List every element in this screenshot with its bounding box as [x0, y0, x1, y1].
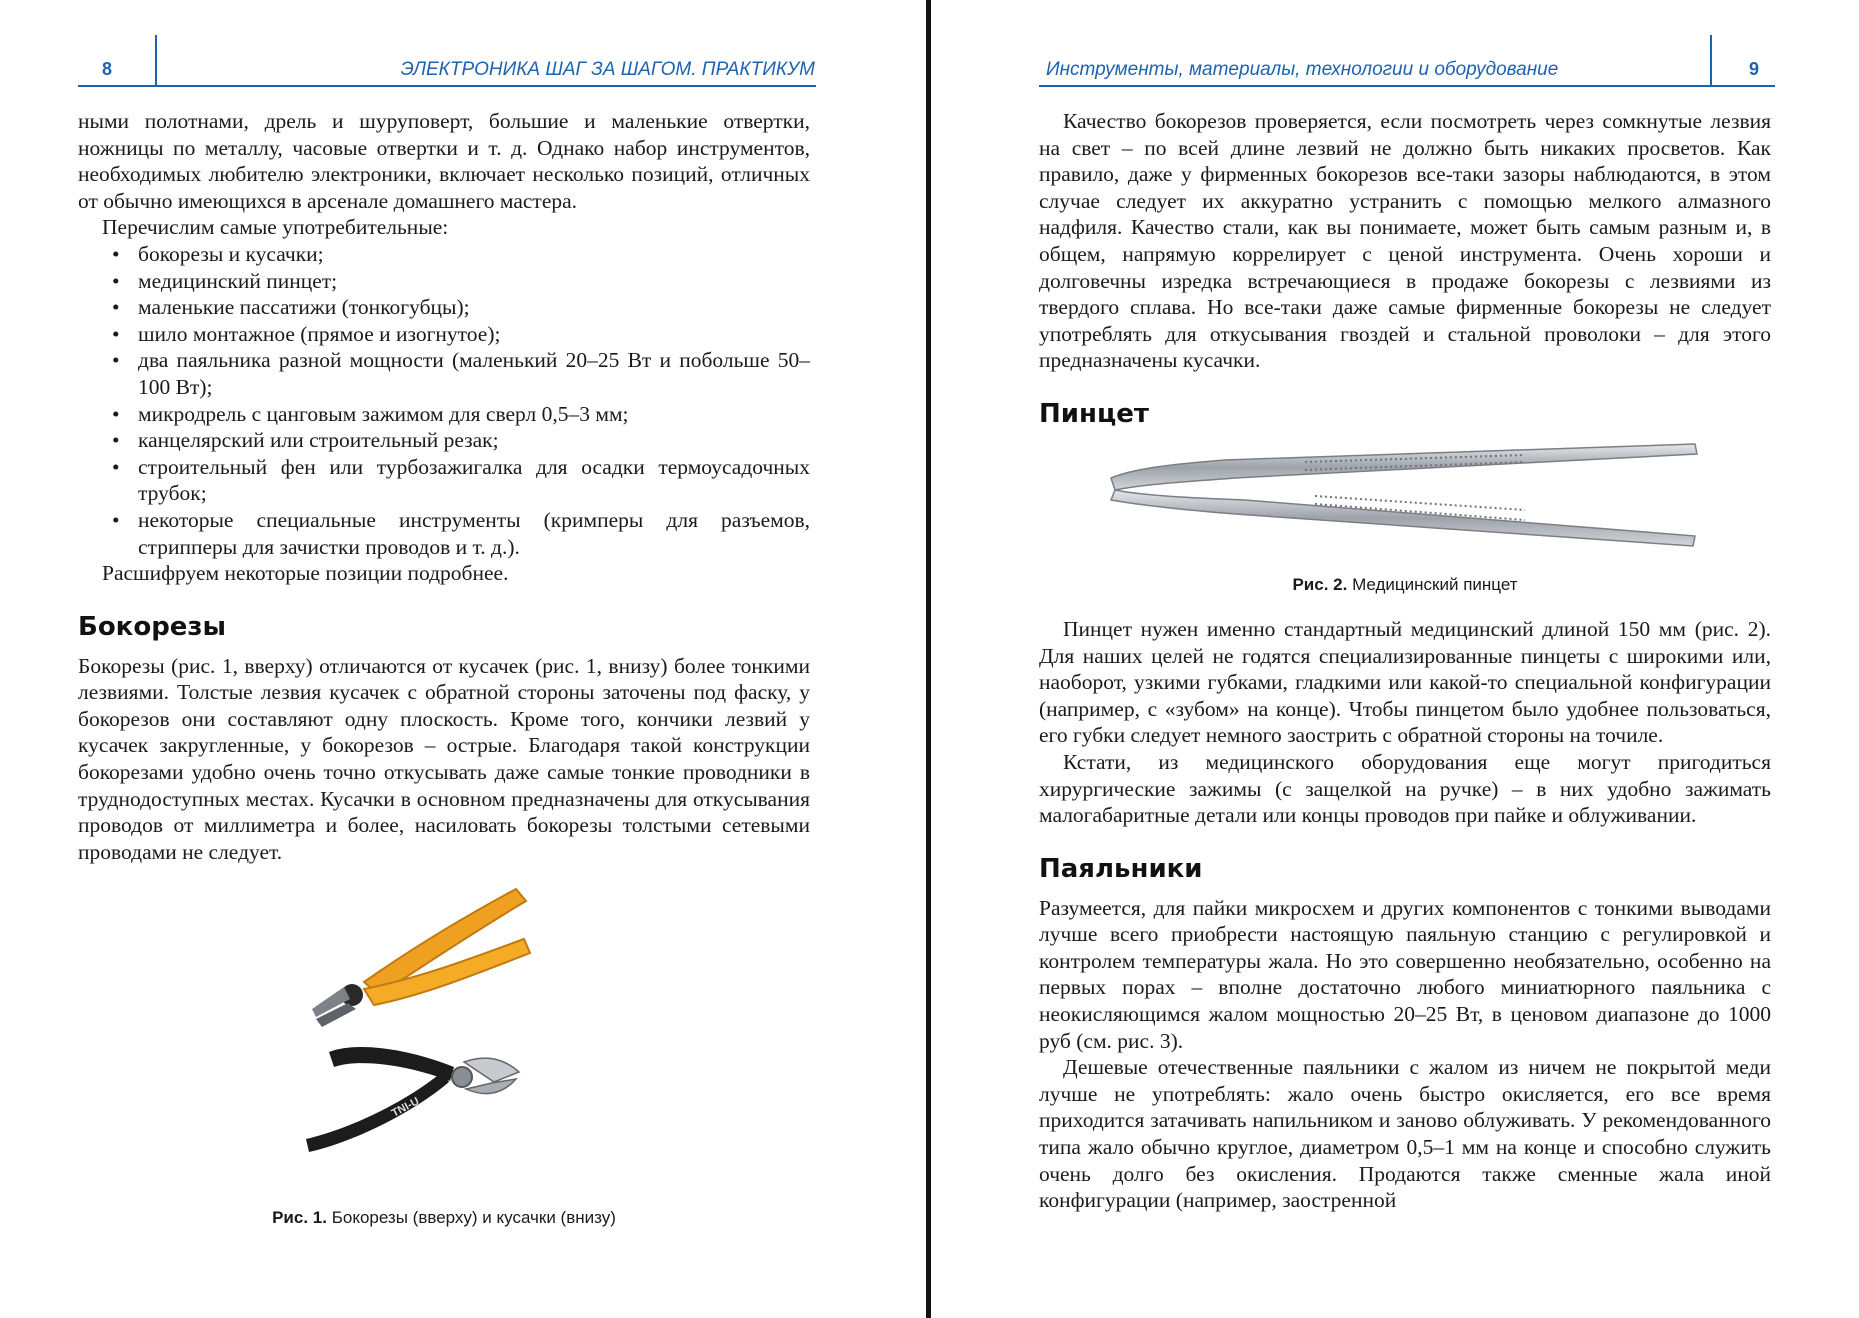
figure-1-caption-text: Бокорезы (вверху) и кусачки (внизу)	[331, 1208, 616, 1228]
cutter-brand-text: TNI-U	[389, 1095, 422, 1121]
figure-2-tweezers-image	[1105, 440, 1705, 560]
diagonal-cutter-handle-upper	[329, 1047, 454, 1081]
list-item: • канцелярский или строительный резак;	[78, 427, 810, 454]
section-heading-soldering-irons: Паяльники	[1039, 853, 1203, 884]
list-item: • маленькие пассатижи (тонкогубцы);	[78, 294, 810, 321]
left-page	[0, 0, 925, 1318]
left-running-title: ЭЛЕКТРОНИКА ШАГ ЗА ШАГОМ. ПРАКТИКУМ	[400, 59, 815, 80]
diagonal-cutter-jaw-lower	[466, 1079, 516, 1094]
cutters-paragraph: Бокорезы (рис. 1, вверху) отличаются от кусачек (рис. 1, внизу) более тонкими лезвиями. Толстые лезвия кусачек с обратной стороны заточены под фаску, у бокорезов они составляют одну плоскость. Кроме того, кончики лезвий у кусачек закругленные, у бокорезов – острые. Благодаря такой конструкции бокорезами удобно очень точно откусывать даже самые тонкие проводники в труднодоступных местах. Кусачки в основном предназначены для откусывания проводов от миллиметра и более, насиловать бокорезы толстыми сетевыми проводами не следует.	[78, 653, 810, 864]
list-item: • строительный фен или турбозажигалка для осадки термоусадочных трубок;	[78, 454, 810, 507]
tweezers-arm-upper	[1111, 444, 1697, 490]
figure-2-label: Рис. 2.	[1292, 574, 1348, 594]
list-item: • микродрель с цанговым зажимом для сверл 0,5–3 мм;	[78, 401, 810, 428]
list-item: • два паяльника разной мощности (маленький 20–25 Вт и побольше 50–100 Вт);	[78, 347, 810, 400]
soldering-paragraph-1: Разумеется, для пайки микросхем и других компонентов с тонкими выводами лучше всего приобрести настоящую паяльную станцию с регулировкой и контролем температуры жала. Но это совершенно необязательно, особенно на первых порах – вполне достаточно любого миниатюрного паяльника с неокисляющимся жалом мощностью 20–25 Вт, в ценовом диапазоне до 1000 руб (см. рис. 3).	[1039, 895, 1771, 1053]
right-running-title: Инструменты, материалы, технологии и оборудование	[1046, 59, 1559, 80]
left-page-number: 8	[102, 59, 113, 79]
list-item: • бокорезы и кусачки;	[78, 241, 810, 268]
clamps-paragraph: Кстати, из медицинского оборудования еще могут пригодиться хирургические зажимы (с защелкой на ручке) – в них удобно зажимать малогабаритные детали или концы проводов при пайке и облуживании.	[1039, 749, 1771, 828]
left-header-rule	[78, 85, 816, 87]
right-header-divider	[1710, 35, 1712, 85]
list-after: Расшифруем некоторые позиции подробнее.	[102, 561, 509, 586]
figure-2-caption	[1039, 574, 1771, 596]
right-page-number: 9	[1749, 59, 1760, 79]
list-item: • некоторые специальные инструменты (кримперы для разъемов, стрипперы для зачистки проводов и т. д.).	[78, 507, 810, 560]
quality-paragraph: Качество бокорезов проверяется, если посмотреть через сомкнутые лезвия на свет – по всей длине лезвий не должно быть никаких просветов. Как правило, даже у фирменных бокорезов все-таки зазоры наблюдаются, в этом случае следует их аккуратно устранить с помощью мелкого алмазного надфиля. Качество стали, как вы понимаете, может быть самым разным и, в общем, напрямую коррелирует с ценой инструмента. Очень хороши и долговечны изредка встречающиеся в продаже бокорезы с лезвиями из твердого сплава. Но все-таки даже самые фирменные бокорезы не следует употреблять для откусывания гвоздей и стальной проволоки – для этого предназначены кусачки.	[1039, 109, 1771, 373]
left-running-header	[0, 53, 925, 85]
right-column	[1039, 108, 1771, 1214]
figure-1-caption	[78, 1207, 810, 1229]
soldering-paragraph-2: Дешевые отечественные паяльники с жалом из ничем не покрытой меди лучше не употреблять: жало очень быстро окисляется, его все время приходится затачивать напильником и заново облуживать. У рекомендованного типа жало обычно круглое, диаметром 0,5–1 мм на конце и способно служить очень долго без окисления. Продаются также сменные жала иной конфигурации (например, заостренной	[1039, 1055, 1771, 1213]
figure-2-caption-text: Медицинский пинцет	[1352, 574, 1518, 594]
tools-list	[78, 241, 810, 560]
figure-1-cutters-image	[294, 877, 594, 1197]
left-column	[78, 108, 810, 1229]
right-page	[934, 0, 1859, 1318]
diagonal-cutter-handle-lower	[306, 1072, 449, 1152]
right-running-header	[934, 53, 1859, 85]
book-spine	[926, 0, 931, 1318]
list-item: • медицинский пинцет;	[78, 268, 810, 295]
diagonal-cutter-pivot	[452, 1067, 472, 1087]
intro-paragraph: ными полотнами, дрель и шуруповерт, большие и маленькие отвертки, ножницы по металлу, часовые отвертки и т. д. Однако набор инструментов, необходимых любителю электроники, включает несколько позиций, отличных от обычно имеющихся в арсенале домашнего мастера.	[78, 109, 810, 213]
section-heading-cutters: Бокорезы	[78, 611, 227, 642]
tweezers-arm-lower	[1111, 490, 1695, 546]
left-header-divider	[155, 35, 157, 85]
tweezers-paragraph: Пинцет нужен именно стандартный медицинский длиной 150 мм (рис. 2). Для наших целей не годятся специализированные пинцеты с широкими или, наоборот, узкими губками, гладкими или какой-то специальной конфигурации (например, с «зубом» на конце). Чтобы пинцетом было удобнее пользоваться, его губки следует немного заострить с обратной стороны на точиле.	[1039, 616, 1771, 748]
list-item: • шило монтажное (прямое и изогнутое);	[78, 321, 810, 348]
figure-1-label: Рис. 1.	[272, 1208, 327, 1228]
right-header-rule	[1039, 85, 1775, 87]
list-lead: Перечислим самые употребительные:	[102, 215, 449, 240]
section-heading-tweezers: Пинцет	[1039, 398, 1149, 429]
